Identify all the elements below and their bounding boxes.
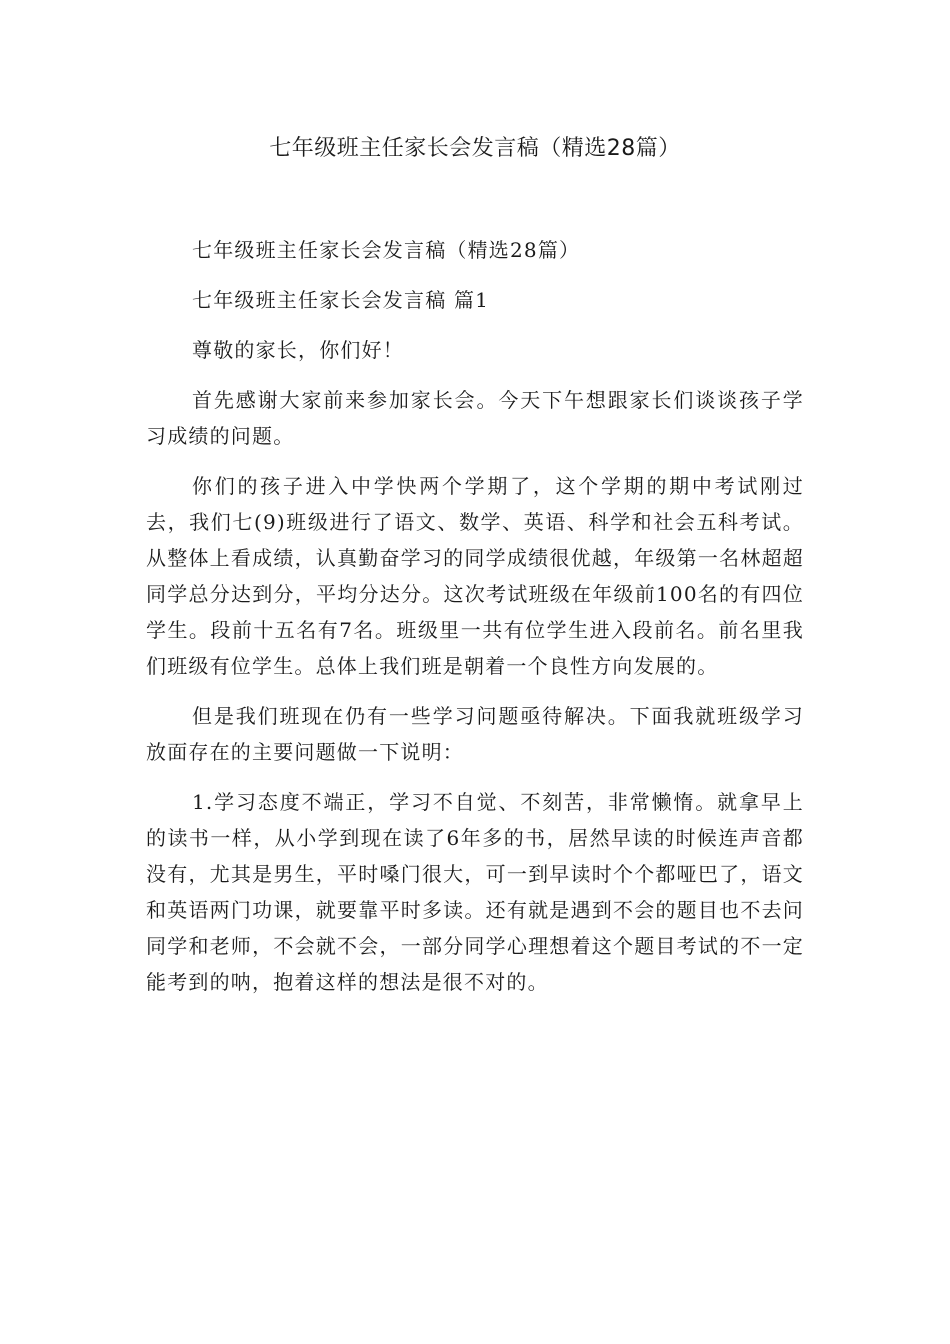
paragraph-subtitle: 七年级班主任家长会发言稿（精选28篇） xyxy=(192,238,581,262)
document-title: 七年级班主任家长会发言稿（精选28篇） xyxy=(269,136,681,161)
paragraph-section-heading: 七年级班主任家长会发言稿 篇1 xyxy=(192,288,490,312)
paragraph-greeting: 尊敬的家长，你们好！ xyxy=(192,338,404,362)
paragraph-intro: 首先感谢大家前来参加家长会。今天下午想跟家长们谈谈孩子学习成绩的问题。 xyxy=(146,388,804,448)
paragraph-exam-results: 你们的孩子进入中学快两个学期了，这个学期的期中考试刚过去，我们七(9)班级进行了语文、数学、英语、科学和社会五科考试。从整体上看成绩，认真勤奋学习的同学成绩很优越，年级第一名林超超同学总分达到分，平均分达分。这次考试班级在年级前100名的有四位学生。段前十五名有7名。班级里一共有位学生进入段前名。前名里我们班级有位学生。总体上我们班是朝着一个良性方向发展的。 xyxy=(146,474,804,678)
paragraph-problems-intro: 但是我们班现在仍有一些学习问题亟待解决。下面我就班级学习放面存在的主要问题做一下说明： xyxy=(146,704,804,764)
paragraph-problem-1: 1.学习态度不端正，学习不自觉、不刻苦，非常懒惰。就拿早上的读书一样，从小学到现在读了6年多的书，居然早读的时候连声音都没有，尤其是男生，平时嗓门很大，可一到早读时个个都哑巴了，语文和英语两门功课，就要靠平时多读。还有就是遇到不会的题目也不去问同学和老师，不会就不会，一部分同学心理想着这个题目考试的不一定能考到的呐，抱着这样的想法是很不对的。 xyxy=(146,790,804,994)
document-body xyxy=(146,232,804,1014)
